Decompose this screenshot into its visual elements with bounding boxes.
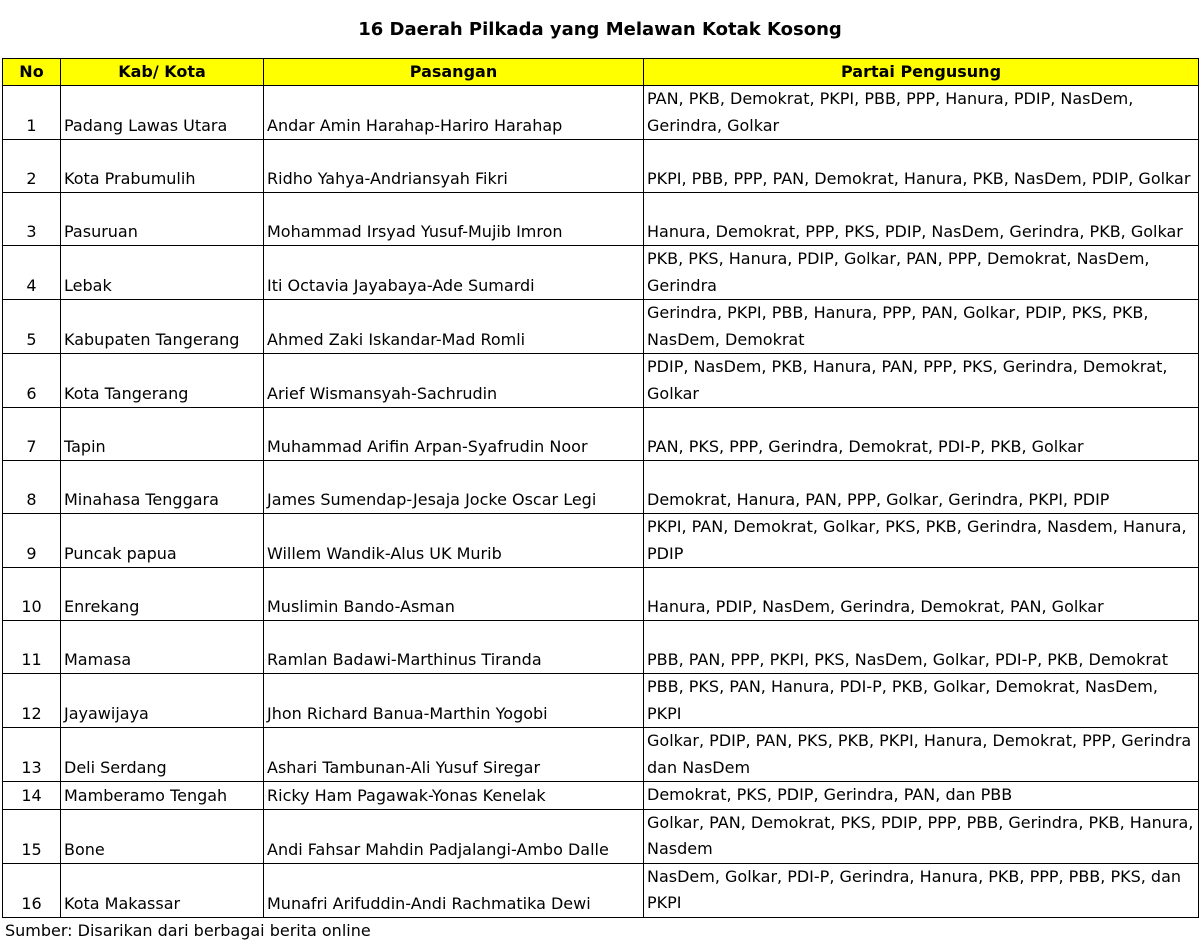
- cell-partai: Golkar, PAN, Demokrat, PKS, PDIP, PPP, PBB, Gerindra, PKB, Hanura, Nasdem: [644, 809, 1199, 863]
- cell-kab-kota: Minahasa Tenggara: [61, 461, 264, 514]
- cell-kab-kota: Mamberamo Tengah: [61, 782, 264, 810]
- cell-pasangan: Muhammad Arifin Arpan-Syafrudin Noor: [264, 408, 644, 461]
- cell-no: 1: [3, 86, 61, 140]
- cell-kab-kota: Kabupaten Tangerang: [61, 300, 264, 354]
- cell-no: 7: [3, 408, 61, 461]
- table-row: [3, 354, 1199, 408]
- cell-no: 3: [3, 193, 61, 246]
- cell-partai: PAN, PKS, PPP, Gerindra, Demokrat, PDI-P, PKB, Golkar: [644, 408, 1199, 461]
- cell-pasangan: Ahmed Zaki Iskandar-Mad Romli: [264, 300, 644, 354]
- cell-pasangan: Jhon Richard Banua-Marthin Yogobi: [264, 674, 644, 728]
- cell-kab-kota: Mamasa: [61, 621, 264, 674]
- cell-kab-kota: Padang Lawas Utara: [61, 86, 264, 140]
- cell-kab-kota: Kota Prabumulih: [61, 140, 264, 193]
- cell-partai: Demokrat, PKS, PDIP, Gerindra, PAN, dan PBB: [644, 782, 1199, 810]
- table-row: [3, 728, 1199, 782]
- cell-no: 10: [3, 568, 61, 621]
- cell-pasangan: Muslimin Bando-Asman: [264, 568, 644, 621]
- table-row: [3, 674, 1199, 728]
- cell-pasangan: Munafri Arifuddin-Andi Rachmatika Dewi: [264, 863, 644, 917]
- header-row: [3, 59, 1199, 86]
- cell-kab-kota: Pasuruan: [61, 193, 264, 246]
- cell-kab-kota: Deli Serdang: [61, 728, 264, 782]
- cell-partai: PKPI, PBB, PPP, PAN, Demokrat, Hanura, PKB, NasDem, PDIP, Golkar: [644, 140, 1199, 193]
- table-row: [3, 568, 1199, 621]
- cell-partai: PBB, PKS, PAN, Hanura, PDI-P, PKB, Golkar, Demokrat, NasDem, PKPI: [644, 674, 1199, 728]
- cell-pasangan: Ramlan Badawi-Marthinus Tiranda: [264, 621, 644, 674]
- cell-kab-kota: Kota Tangerang: [61, 354, 264, 408]
- cell-no: 14: [3, 782, 61, 810]
- cell-partai: PKB, PKS, Hanura, PDIP, Golkar, PAN, PPP, Demokrat, NasDem, Gerindra: [644, 246, 1199, 300]
- table-row: [3, 140, 1199, 193]
- cell-pasangan: Iti Octavia Jayabaya-Ade Sumardi: [264, 246, 644, 300]
- cell-partai: Hanura, Demokrat, PPP, PKS, PDIP, NasDem, Gerindra, PKB, Golkar: [644, 193, 1199, 246]
- table-row: [3, 86, 1199, 140]
- table-row: [3, 193, 1199, 246]
- cell-kab-kota: Tapin: [61, 408, 264, 461]
- cell-pasangan: Arief Wismansyah-Sachrudin: [264, 354, 644, 408]
- cell-partai: PKPI, PAN, Demokrat, Golkar, PKS, PKB, Gerindra, Nasdem, Hanura, PDIP: [644, 514, 1199, 568]
- table-row: [3, 863, 1199, 917]
- cell-pasangan: Andar Amin Harahap-Hariro Harahap: [264, 86, 644, 140]
- table-row: [3, 514, 1199, 568]
- cell-partai: NasDem, Golkar, PDI-P, Gerindra, Hanura, PKB, PPP, PBB, PKS, dan PKPI: [644, 863, 1199, 917]
- cell-no: 16: [3, 863, 61, 917]
- cell-partai: PDIP, NasDem, PKB, Hanura, PAN, PPP, PKS, Gerindra, Demokrat, Golkar: [644, 354, 1199, 408]
- cell-pasangan: Ashari Tambunan-Ali Yusuf Siregar: [264, 728, 644, 782]
- header-pasangan: Pasangan: [264, 59, 644, 86]
- table-row: [3, 408, 1199, 461]
- cell-partai: PBB, PAN, PPP, PKPI, PKS, NasDem, Golkar, PDI-P, PKB, Demokrat: [644, 621, 1199, 674]
- header-no: No: [3, 59, 61, 86]
- header-partai-pengusung: Partai Pengusung: [644, 59, 1199, 86]
- cell-no: 9: [3, 514, 61, 568]
- table-row: [3, 782, 1199, 810]
- cell-pasangan: Ridho Yahya-Andriansyah Fikri: [264, 140, 644, 193]
- cell-partai: Hanura, PDIP, NasDem, Gerindra, Demokrat, PAN, Golkar: [644, 568, 1199, 621]
- cell-no: 11: [3, 621, 61, 674]
- cell-kab-kota: Enrekang: [61, 568, 264, 621]
- cell-pasangan: Mohammad Irsyad Yusuf-Mujib Imron: [264, 193, 644, 246]
- pilkada-table: [2, 58, 1199, 918]
- cell-pasangan: James Sumendap-Jesaja Jocke Oscar Legi: [264, 461, 644, 514]
- cell-partai: Gerindra, PKPI, PBB, Hanura, PPP, PAN, Golkar, PDIP, PKS, PKB, NasDem, Demokrat: [644, 300, 1199, 354]
- cell-kab-kota: Bone: [61, 809, 264, 863]
- cell-no: 8: [3, 461, 61, 514]
- table-row: [3, 300, 1199, 354]
- cell-kab-kota: Puncak papua: [61, 514, 264, 568]
- cell-no: 12: [3, 674, 61, 728]
- cell-kab-kota: Jayawijaya: [61, 674, 264, 728]
- table-row: [3, 461, 1199, 514]
- cell-pasangan: Andi Fahsar Mahdin Padjalangi-Ambo Dalle: [264, 809, 644, 863]
- cell-no: 13: [3, 728, 61, 782]
- table-row: [3, 246, 1199, 300]
- cell-no: 6: [3, 354, 61, 408]
- page-title: 16 Daerah Pilkada yang Melawan Kotak Kosong: [358, 18, 842, 40]
- cell-no: 4: [3, 246, 61, 300]
- table-row: [3, 809, 1199, 863]
- cell-no: 15: [3, 809, 61, 863]
- table-row: [3, 621, 1199, 674]
- cell-no: 5: [3, 300, 61, 354]
- cell-pasangan: Ricky Ham Pagawak-Yonas Kenelak: [264, 782, 644, 810]
- cell-partai: PAN, PKB, Demokrat, PKPI, PBB, PPP, Hanura, PDIP, NasDem, Gerindra, Golkar: [644, 86, 1199, 140]
- source-note: Sumber: Disarikan dari berbagai berita online: [5, 921, 371, 940]
- cell-partai: Golkar, PDIP, PAN, PKS, PKB, PKPI, Hanura, Demokrat, PPP, Gerindra dan NasDem: [644, 728, 1199, 782]
- cell-partai: Demokrat, Hanura, PAN, PPP, Golkar, Gerindra, PKPI, PDIP: [644, 461, 1199, 514]
- cell-no: 2: [3, 140, 61, 193]
- cell-pasangan: Willem Wandik-Alus UK Murib: [264, 514, 644, 568]
- cell-kab-kota: Kota Makassar: [61, 863, 264, 917]
- cell-kab-kota: Lebak: [61, 246, 264, 300]
- header-kab-kota: Kab/ Kota: [61, 59, 264, 86]
